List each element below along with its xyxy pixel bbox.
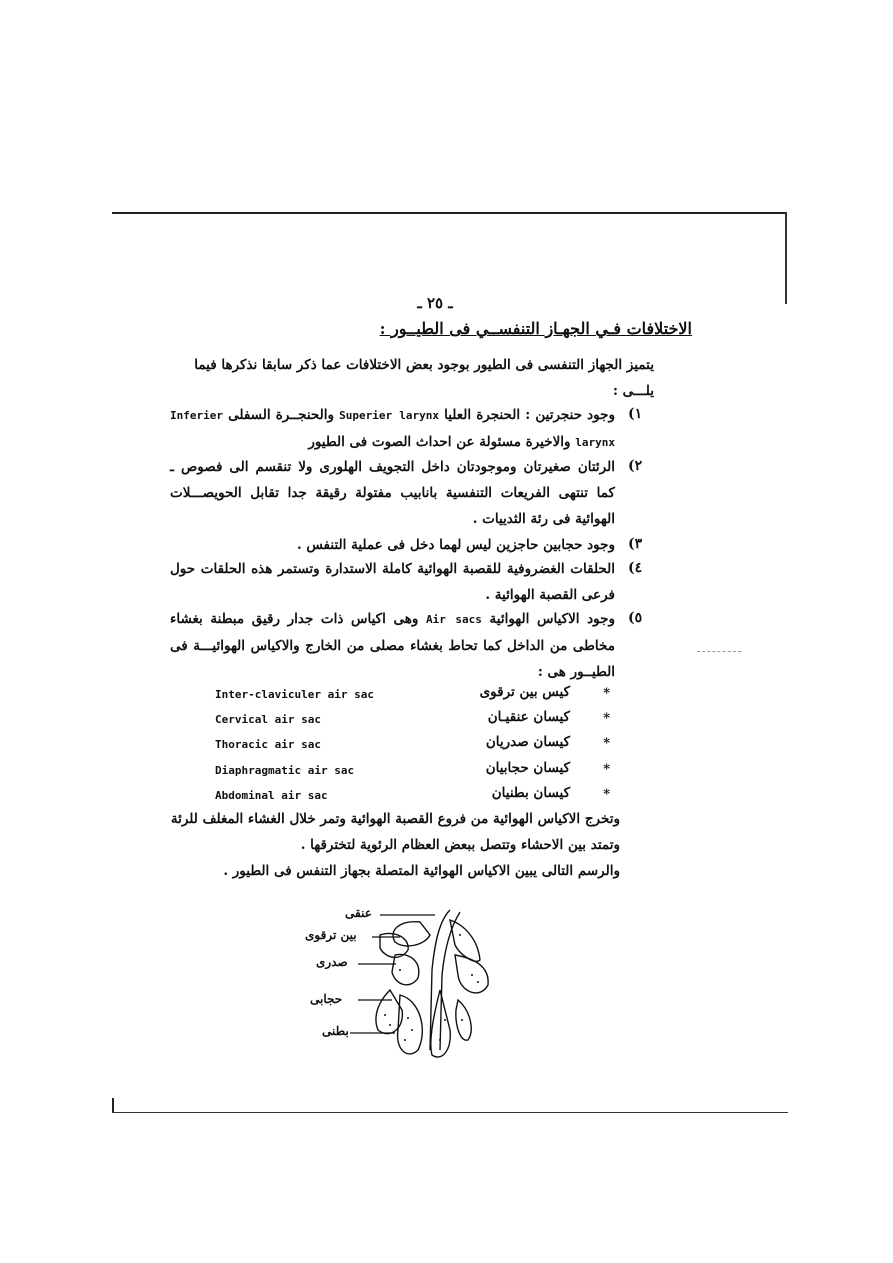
air-sac-row [210,734,610,758]
bullet: * [603,736,610,751]
figure-label-cervical: عنقى [345,906,372,920]
air-sacs-figure [300,900,500,1065]
section-title: الاختلافات فـي الجهـاز التنفســي فى الطيــور : [379,319,692,338]
top-rule [112,212,787,214]
item-number: ٣) [628,536,643,552]
item-4-text: الحلقات الغضروفية للقصبة الهوائية كاملة الاستدارة وتستمر هذه الحلقات حول فرعى القصبة الهوائية . [170,561,615,603]
air-sac-english: Diaphragmatic air sac [215,764,355,777]
figure-label-thoracic: صدرى [316,955,348,969]
page-number: ـ ٢٥ ـ [417,294,453,312]
air-sac-row [210,684,610,708]
item-number: ٤) [628,560,643,576]
item-2-text: الرئتان صغيرتان وموجودتان داخل التجويف الهلورى ولا تنقسم الى فصوص ـ كما تنتهى الفريعات التنفسية بانابيب مفتولة رقيقة جدا تقابل الحويصـــلات الهوائية فى رئة الثدييات . [170,459,615,527]
latin-term: Inferier larynx [170,409,615,449]
air-sac-arabic: كيسان بطنيان [491,785,570,801]
air-sac-english: Cervical air sac [215,713,321,726]
figure-label-interclavicular: بين ترقوى [305,928,357,942]
air-sac-english: Inter-claviculer air sac [215,688,374,701]
air-sac-english: Thoracic air sac [215,738,321,751]
item-number: ١) [628,406,643,422]
air-sac-row [210,760,610,784]
bullet: * [603,711,610,726]
latin-term: Superier larynx [339,409,439,422]
bullet: * [603,762,610,777]
figure-label-abdominal: بطنى [322,1024,349,1038]
figure-label-diaphragmatic: حجابى [310,992,343,1006]
item-1-text: وجود حنجرتين : الحنجرة العليا Superier larynx والحنجــرة السفلى Inferier larynx والاخيرة مسئولة عن احداث الصوت فى الطيور [170,407,616,450]
bottom-rule [112,1112,788,1113]
item-number: ٢) [628,458,643,474]
air-sac-arabic: كيسان صدريان [485,734,570,750]
air-sac-english: Abdominal air sac [215,789,328,802]
item-5-text: وجود الاكياس الهوائية Air sacs وهى اكياس ذات جدار رقيق مبطنة بغشاء مخاطى من الداخل كما تحاط بغشاء مصلى من الخارج والاكياس الهوائيـــة فى الطيــور هى : [170,611,616,680]
stray-mark [697,651,741,653]
bullet: * [603,686,610,701]
closing-paragraph: والرسم التالى يبين الاكياس الهوائية المتصلة بجهاز التنفس فى الطيور . [223,863,620,879]
air-sac-arabic: كيسان عنقيـان [487,709,570,725]
left-tick [112,1098,114,1112]
latin-term: Air sacs [425,613,482,626]
item-3-text: وجود حجابين حاجزين ليس لهما دخل فى عملية التنفس . [296,537,615,553]
right-rule [785,212,787,304]
air-sac-arabic: كيس بين ترقوى [479,684,570,700]
air-sac-arabic: كيسان حجابيان [485,760,570,776]
intro-paragraph: يتميز الجهاز التنفسى فى الطيور بوجود بعض الاختلافات عما ذكر سابقا نذكرها فيما يلـــى : [194,357,654,399]
bullet: * [603,787,610,802]
item-number: ٥) [628,610,643,626]
air-sacs-drawing [300,900,500,1065]
air-sac-row [210,709,610,733]
closing-paragraph: وتخرج الاكياس الهوائية من فروع القصبة الهوائية وتمر خلال الغشاء المغلف للرئة وتمتد بين الاحشاء وتتصل ببعض العظام الرئوية لتخترقها . [170,811,620,853]
